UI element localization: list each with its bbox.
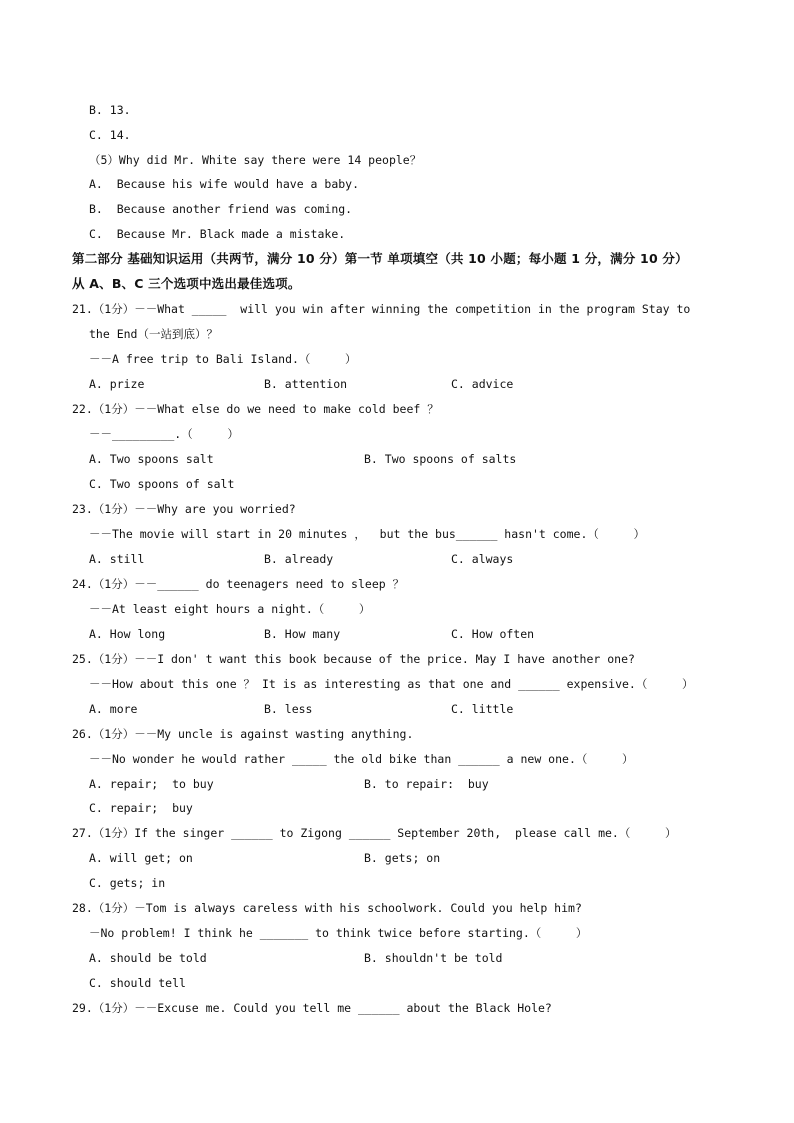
option-a: A. more	[89, 702, 138, 716]
option-b: B. attention	[264, 377, 348, 391]
question-line: －－The movie will start in 20 minutes ， but the bus______ hasn't come.（ ）	[89, 527, 645, 541]
question-24: 24.（1分）－－______ do teenagers need to sleep ？	[72, 577, 405, 591]
option-b: B. already	[264, 552, 334, 566]
option-line: C. Because Mr. Black made a mistake.	[89, 227, 346, 241]
option-a: A. will get; on	[89, 851, 193, 865]
question-line: －－No wonder he would rather _____ the old bike than ______ a new one.（ ）	[89, 752, 634, 766]
option-c: C. advice	[451, 377, 514, 391]
option-b: B. less	[264, 702, 313, 716]
option-a: A. still	[89, 552, 145, 566]
option-b: B. gets; on	[364, 851, 441, 865]
question-27: 27.（1分）If the singer ______ to Zigong ______ September 20th, please call me.（ ）	[72, 826, 677, 840]
question-line: （5）Why did Mr. White say there were 14 people？	[89, 153, 422, 167]
option-b: B. How many	[264, 627, 341, 641]
question-29: 29.（1分）－－Excuse me. Could you tell me ______ about the Black Hole?	[72, 1001, 552, 1015]
section-instruction: 从 A、B、C 三个选项中选出最佳选项。	[72, 276, 301, 291]
option-a: A. repair; to buy	[89, 777, 214, 791]
question-line: －－_________.（ ）	[89, 427, 239, 441]
option-line: B. Because another friend was coming.	[89, 202, 353, 216]
question-line: －－How about this one ？ It is as interesting as that one and ______ expensive.（ ）	[89, 677, 694, 691]
option-c: C. little	[451, 702, 514, 716]
option-a: A. How long	[89, 627, 166, 641]
option-b: B. to repair: buy	[364, 777, 489, 791]
option-a: A. prize	[89, 377, 145, 391]
option-c: C. should tell	[89, 976, 186, 990]
question-25: 25.（1分）－－I don' t want this book because of the price. May I have another one?	[72, 652, 635, 666]
option-c: C. How often	[451, 627, 535, 641]
question-21: 21.（1分）－－What _____ will you win after winning the competition in the program Stay to	[72, 302, 691, 316]
question-line: －－A free trip to Bali Island.（ ）	[89, 352, 357, 366]
question-23: 23.（1分）－－Why are you worried?	[72, 502, 296, 516]
option-c: C. Two spoons of salt	[89, 477, 235, 491]
question-22: 22.（1分）－－What else do we need to make cold beef ？	[72, 402, 439, 416]
option-line: A. Because his wife would have a baby.	[89, 177, 360, 191]
option-line: C. 14.	[89, 128, 131, 142]
question-line: －－At least eight hours a night.（ ）	[89, 602, 371, 616]
option-c: C. always	[451, 552, 514, 566]
option-a: A. Two spoons salt	[89, 452, 214, 466]
question-line: the End（一站到底）？	[89, 327, 218, 341]
option-c: C. gets; in	[89, 876, 166, 890]
option-line: B. 13.	[89, 103, 131, 117]
option-c: C. repair; buy	[89, 801, 193, 815]
question-line: －No problem! I think he _______ to think twice before starting.（ ）	[89, 926, 588, 940]
section-heading: 第二部分 基础知识运用（共两节，满分 10 分）第一节 单项填空（共 10 小题；每小题 1 分，满分 10 分）	[72, 251, 688, 266]
option-a: A. should be told	[89, 951, 207, 965]
question-26: 26.（1分）－－My uncle is against wasting anything.	[72, 727, 414, 741]
option-b: B. shouldn't be told	[364, 951, 503, 965]
option-b: B. Two spoons of salts	[364, 452, 517, 466]
question-28: 28.（1分）－Tom is always careless with his schoolwork. Could you help him?	[72, 901, 582, 915]
